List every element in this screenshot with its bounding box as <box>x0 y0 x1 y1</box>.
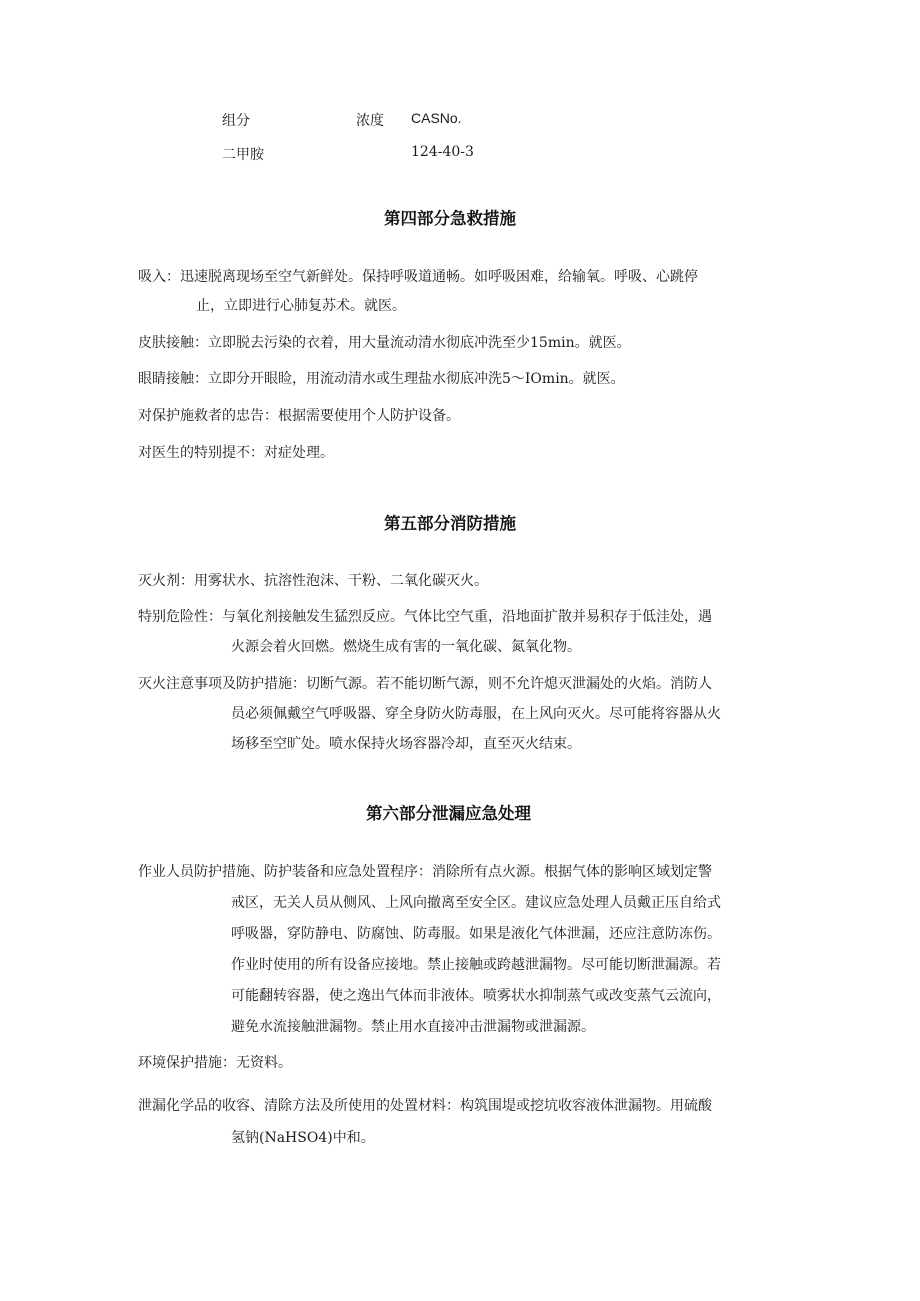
rescuer-advice-text: 对保护施救者的忠告：根据需要使用个人防护设备。 <box>138 408 460 424</box>
firefighting-precaution-text: 灭火注意事项及防护措施：切断气源。若不能切断气源，则不允许熄灭泄漏处的火焰。消防人 <box>138 676 712 692</box>
doctor-note-text: 对医生的特别提不：对症处理。 <box>138 445 334 461</box>
section-title: 第五部分消防措施 <box>384 514 516 533</box>
personnel-protection-text-cont: 可能翻转容器，使之逸出气体而非液体。喷雾状水抑制蒸气或改变蒸气云流向， <box>231 988 721 1004</box>
cleanup-method-text: 泄漏化学品的收容、清除方法及所使用的处置材料：构筑围堤或挖坑收容液体泄漏物。用硫酸 <box>138 1098 712 1114</box>
personnel-protection-text-cont: 避免水流接触泄漏物。禁止用水直接冲击泄漏物或泄漏源。 <box>231 1019 595 1035</box>
section-title: 第四部分急救措施 <box>384 209 516 228</box>
personnel-protection-text: 作业人员防护措施、防护装备和应急处置程序：消除所有点火源。根据气体的影响区域划定警 <box>138 864 712 880</box>
personnel-protection-text-cont: 呼吸器，穿防静电、防腐蚀、防毒服。如果是液化气体泄漏，还应注意防冻伤。 <box>231 926 721 942</box>
firefighting-precaution-text-cont: 员必须佩戴空气呼吸器、穿全身防火防毒服，在上风向灭火。尽可能将容器从火 <box>231 706 721 722</box>
section-title: 第六部分泄漏应急处理 <box>366 804 531 823</box>
environmental-precaution-text: 环境保护措施：无资料。 <box>138 1055 292 1071</box>
extinguishing-agent-text: 灭火剂：用雾状水、抗溶性泡沫、干粉、二氧化碳灭火。 <box>138 573 488 589</box>
header-concentration: 浓度 <box>356 113 384 129</box>
row-cas: 124-40-3 <box>411 144 474 160</box>
special-hazard-text-cont: 火源会着火回燃。燃烧生成有害的一氧化碳、氮氧化物。 <box>231 639 581 655</box>
row-name: 二甲胺 <box>222 147 264 163</box>
header-component: 组分 <box>222 113 250 129</box>
header-cas: CASNo. <box>411 110 462 126</box>
skin-contact-text: 皮肤接触：立即脱去污染的衣着，用大量流动清水彻底冲洗至少15min。就医。 <box>138 335 631 351</box>
firefighting-precaution-text-cont: 场移至空旷处。喷水保持火场容器冷却，直至灭火结束。 <box>231 736 581 752</box>
eye-contact-text: 眼睛接触：立即分开眼睑，用流动清水或生理盐水彻底冲洗5～IOmin。就医。 <box>138 371 625 387</box>
inhalation-text-cont: 止，立即进行心肺复苏术。就医。 <box>196 298 406 314</box>
personnel-protection-text-cont: 作业时使用的所有设备应接地。禁止接触或跨越泄漏物。尽可能切断泄漏源。若 <box>231 957 721 973</box>
cleanup-method-text-cont: 氢钠(NaHSO4)中和。 <box>231 1130 375 1146</box>
inhalation-text: 吸入：迅速脱离现场至空气新鲜处。保持呼吸道通畅。如呼吸困难，给输氧。呼吸、心跳停 <box>138 269 698 285</box>
special-hazard-text: 特别危险性：与氧化剂接触发生猛烈反应。气体比空气重，沿地面扩散并易积存于低洼处，遇 <box>138 609 712 625</box>
personnel-protection-text-cont: 戒区，无关人员从侧风、上风向撤离至安全区。建议应急处理人员戴正压自给式 <box>231 895 721 911</box>
